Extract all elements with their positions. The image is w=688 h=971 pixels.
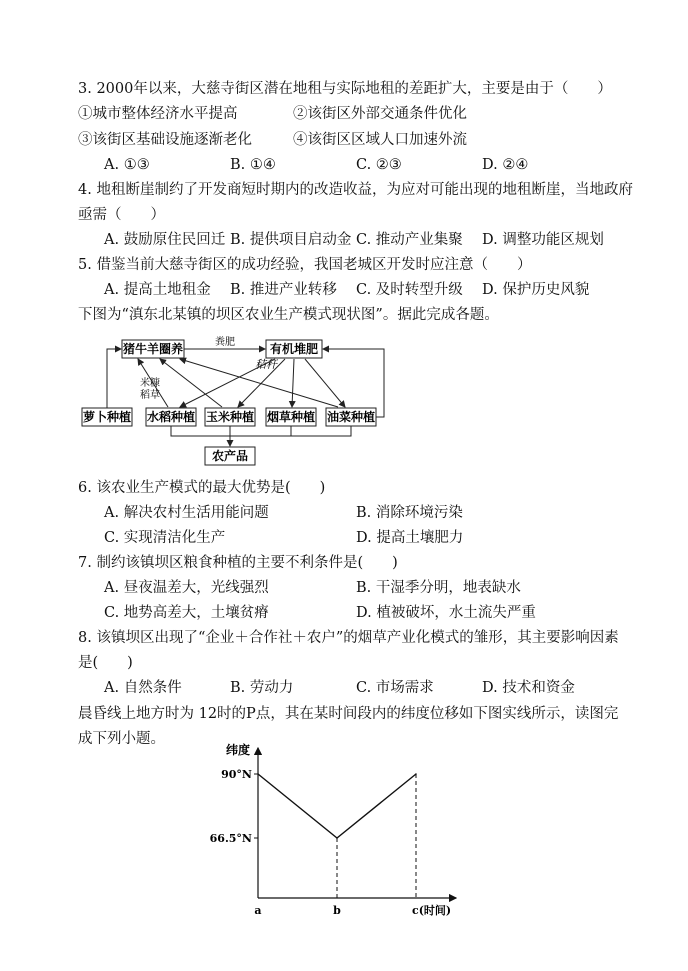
q7-option-a: A. 昼夜温差大，光线强烈 <box>104 580 269 596</box>
latitude-series-line <box>258 774 416 838</box>
q5-option-c: C. 及时转型升级 <box>356 282 463 298</box>
q6-stem: 6. 该农业生产模式的最大优势是( ) <box>78 480 326 496</box>
q6-option-b: B. 消除环境污染 <box>356 505 463 521</box>
q5-option-a: A. 提高土地租金 <box>104 282 211 298</box>
latitude-chart <box>210 738 470 920</box>
data-point <box>257 773 259 775</box>
q4-stem-line2: 亟需（ ） <box>78 207 165 223</box>
straw-label: 秸秆 <box>255 358 277 371</box>
q4-option-a: A. 鼓励原住民回迁 <box>104 232 226 248</box>
q5-option-d: D. 保护历史风貌 <box>482 282 590 298</box>
radish-label: 萝卜种植 <box>82 410 132 424</box>
chart-intro-line1: 晨昏线上地方时为 12时的P点，其在某时间段内的纬度位移如下图实线所示，读图完 <box>78 706 619 722</box>
q8-option-b: B. 劳动力 <box>230 680 294 696</box>
y-tick-label: 90°N <box>221 768 252 781</box>
q3-item-1: ①城市整体经济水平提高 <box>78 106 238 122</box>
y-tick-label: 66.5°N <box>210 832 252 845</box>
bran-label-2: 稻草 <box>140 390 160 401</box>
rapeseed-label: 油菜种植 <box>326 410 376 424</box>
q3-item-2: ②该街区外部交通条件优化 <box>293 106 467 122</box>
q8-stem-line1: 8. 该镇坝区出现了“企业＋合作社＋农户”的烟草产业化模式的雏形，其主要影响因素 <box>78 630 619 646</box>
q3-option-d: D. ②④ <box>482 157 529 173</box>
data-point <box>336 837 338 839</box>
q6-option-a: A. 解决农村生活用能问题 <box>104 505 269 521</box>
q8-option-c: C. 市场需求 <box>356 680 434 696</box>
q7-option-b: B. 干湿季分明，地表缺水 <box>356 580 521 596</box>
manure-label: 粪肥 <box>215 337 235 348</box>
q7-option-d: D. 植被破坏，水土流失严重 <box>356 605 536 621</box>
q3-option-c: C. ②③ <box>356 157 402 173</box>
q4-option-d: D. 调整功能区规划 <box>482 232 604 248</box>
compost-label: 有机堆肥 <box>269 342 319 356</box>
diagram-intro: 下图为“滇东北某镇的坝区农业生产模式现状图”。据此完成各题。 <box>78 307 499 323</box>
crops-collector-line <box>171 426 351 436</box>
q7-stem: 7. 制约该镇坝区粮食种植的主要不利条件是( ) <box>78 555 398 571</box>
corn-to-livestock-arrow <box>160 359 222 407</box>
q8-option-d: D. 技术和资金 <box>482 680 575 696</box>
compost-to-rapeseed-arrow <box>305 359 345 407</box>
y-axis-label: 纬度 <box>226 743 251 757</box>
q3-stem: 3. 2000年以来，大慈寺街区潜在地租与实际地租的差距扩大，主要是由于（ ） <box>78 81 612 97</box>
q8-option-a: A. 自然条件 <box>104 680 182 696</box>
q6-option-d: D. 提高土壤肥力 <box>356 530 464 546</box>
q4-option-b: B. 提供项目启动金 <box>230 232 352 248</box>
q3-item-4: ④该街区区域人口加速外流 <box>293 132 467 148</box>
agriculture-model-diagram <box>80 336 390 466</box>
q4-stem-line1: 4. 地租断崖制约了开发商短时期内的改造收益，为应对可能出现的地租断崖，当地政府 <box>78 182 633 198</box>
x-tick-label: c(时间) <box>412 904 452 917</box>
chart-intro-line2: 成下列小题。 <box>78 731 165 747</box>
q5-stem: 5. 借鉴当前大慈寺街区的成功经验，我国老城区开发时应注意（ ） <box>78 257 532 273</box>
corn-label: 玉米种植 <box>205 410 255 424</box>
compost-to-rice-arrow <box>180 359 275 407</box>
q5-option-b: B. 推进产业转移 <box>230 282 337 298</box>
rice-label: 水稻种植 <box>146 410 196 424</box>
x-tick-label: b <box>333 904 341 917</box>
x-tick-label: a <box>254 904 262 917</box>
tobacco-label: 烟草种植 <box>266 410 316 424</box>
q3-option-b: B. ①④ <box>230 157 276 173</box>
q4-option-c: C. 推动产业集聚 <box>356 232 463 248</box>
q3-option-a: A. ①③ <box>104 157 150 173</box>
q8-stem-line2: 是( ) <box>78 655 133 671</box>
q3-item-3: ③该街区基础设施逐渐老化 <box>78 132 252 148</box>
livestock-label: 猪牛羊圈养 <box>122 342 184 356</box>
products-label: 农产品 <box>211 449 249 463</box>
compost-to-tobacco-arrow <box>292 359 294 407</box>
radish-to-livestock-arrow <box>107 349 121 408</box>
q7-option-c: C. 地势高差大，土壤贫瘠 <box>104 605 269 621</box>
q6-option-c: C. 实现清洁化生产 <box>104 530 226 546</box>
data-point <box>415 773 417 775</box>
bran-label-1: 米糠 <box>140 378 160 389</box>
rapeseed-to-compost-arrow <box>323 349 384 417</box>
